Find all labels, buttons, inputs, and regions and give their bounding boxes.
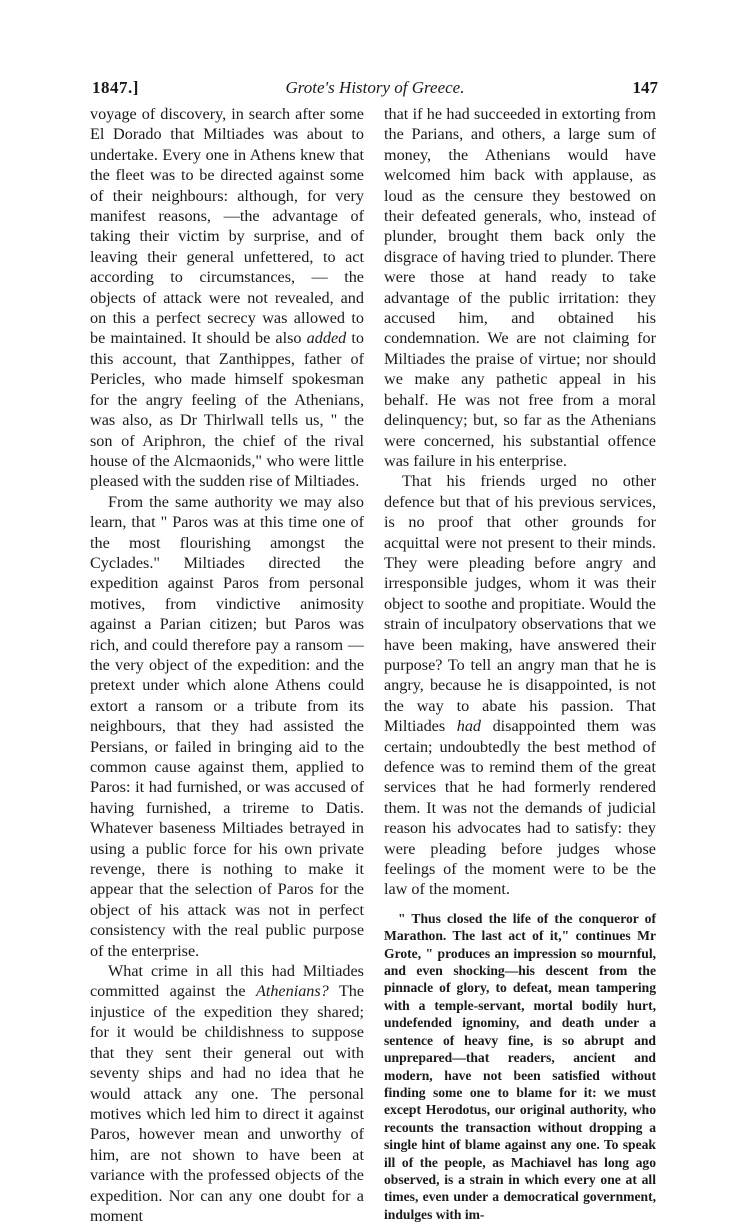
- header-year: 1847.]: [92, 78, 139, 97]
- right-paragraph-1: that if he had succeeded in extorting from the Parians, and others, a large sum of money, the Athenians would have welcomed him back with applause, as loud as the censure they bestowed on their defeated generals, who, instead of plunder, brought them back only the disgrace of having tried to plunder. There were those at hand ready to take advantage of the public irritation: they accused him, and obtained his condemnation. We are not claiming for Miltiades the praise of virtue; nor should we make any pathetic appeal in his behalf. He was not free from a moral delinquency; but, so far as the Athenians were concerned, his substantial offence was failure in his enterprise.: [384, 105, 656, 470]
- page-number: 147: [632, 78, 658, 97]
- right-paragraph-2: [384, 471, 656, 900]
- emphasis-added: added: [306, 329, 347, 348]
- left-paragraph-3: [90, 961, 364, 1226]
- emphasis-had: had: [456, 717, 482, 736]
- left-paragraph-2: From the same authority we may also learn, that " Paros was at this time one of the most flourishing amongst the Cyclades." Miltiades directed the expedition against Paros from personal motives, from vindictive animosity against a Parian citizen; but Paros was rich, and could therefore pay a ransom — the very object of the expedition: and the pretext under which alone Athens could extort a ransom or a tribute from its neighbours, that they had assisted the Persians, or failed in bringing aid to the common cause against them, applied to Paros: it had furnished, or was accused of having furnished, a trireme to Datis. Whatever baseness Miltiades betrayed in using a public force for his own private revenge, there is nothing to make it appear that the selection of Paros for the object of his attack was not in perfect consistency with the real public purpose of the enterprise.: [90, 492, 364, 960]
- header-title: Grote's History of Greece.: [285, 78, 465, 97]
- text-run: to this account, that Zanthippes, father of Pericles, who made himself spokesman for the angry feeling of the Athenians, was also, as Dr Thirlwall tells us, " the son of Ariphron, the chief of the rival house of the Alcmaonids," who were little pleased with the sudden rise of Miltiades.: [90, 329, 364, 491]
- block-quote: " Thus closed the life of the conqueror of Marathon. The last act of it," continues Mr Grote, " produces an impression so mournful, and even shocking—his descent from the pinnacle of glory, to defeat, mean tampering with a temple-servant, mortal bodily hurt, undefended ignominy, and death under a sentence of heavy fine, is so abrupt and unprepared—that readers, ancient and modern, have not been satisfied without finding some one to blame for it: we must except Herodotus, our original authority, who recounts the transaction without dropping a single hint of blame against any one. To speak ill of the people, as Machiavel has long ago observed, is a strain in which every one at all times, even under a democratical government, indulges with im-: [384, 910, 656, 1222]
- right-column: [384, 104, 656, 1223]
- left-paragraph-1: [90, 104, 364, 492]
- text-run: That his friends urged no other defence but that of his previous services, is no proof that other grounds for acquittal were not present to their minds. They were pleading before angry and irresponsible judges, whom it was their object to soothe and propitiate. Would the strain of inculpatory observations that we have been making, have answered their purpose? To tell an angry man that he is angry, because he is disappointed, is not the way to abate his passion. That Miltiades: [384, 472, 656, 736]
- text-run: What crime in all this had Miltiades committed against the: [90, 962, 364, 1001]
- emphasis-athenians: Athenians?: [255, 982, 329, 1001]
- text-run: voyage of discovery, in search after some El Dorado that Miltiades was about to undertake. Every one in Athens knew that the fleet was to be directed against some of their neighbours: although, for very manifest reasons, —the advantage of taking their victim by surprise, and of leaving their general unfettered, to act according to circumstances, — the objects of attack were not revealed, and on this a perfect secrecy was allowed to be maintained. It should be also: [90, 105, 364, 348]
- text-run: The injustice of the expedition they shared; for it would be childishness to suppose that they sent their general out with seventy ships and had no idea that he would attack any one. The personal motives which led him to direct it against Paros, however mean and unworthy of him, are not shown to have been at variance with the professed objects of the expedition. Nor can any one doubt for a moment: [90, 982, 365, 1225]
- left-column: [90, 104, 364, 1226]
- running-header: [92, 78, 658, 104]
- text-run: disappointed them was certain; undoubtedly the best method of defence was to remind them of the great services that he had formerly rendered them. It was not the demands of judicial reason his advocates had to satisfy: they were pleading before judges whose feelings of the moment were to be the law of the moment.: [384, 717, 657, 899]
